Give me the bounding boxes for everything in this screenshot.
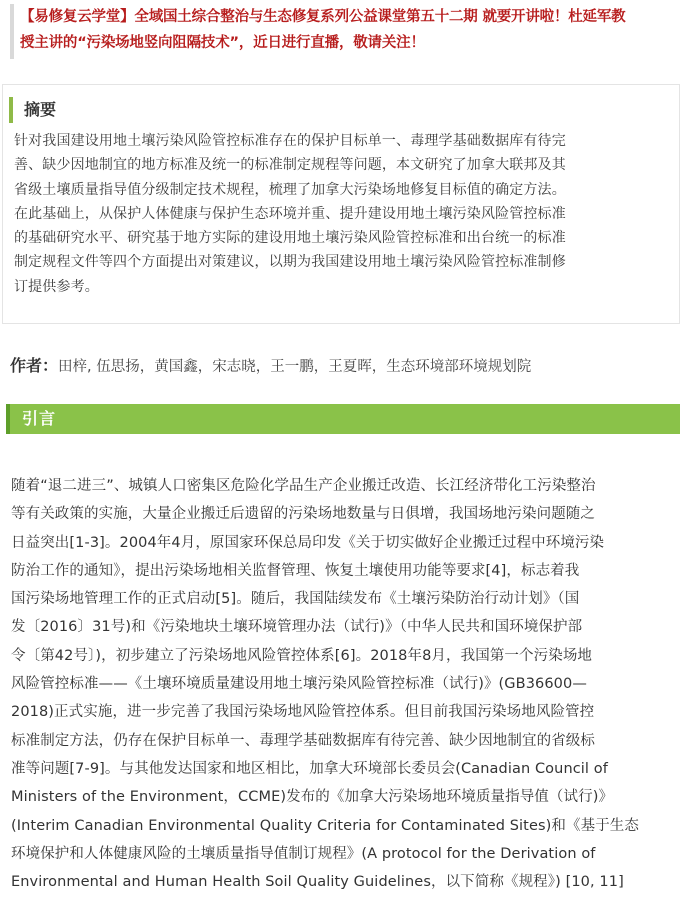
intro-section-header	[6, 404, 680, 434]
abstract-heading	[9, 97, 669, 123]
intro-line: 发〔2016〕31号)和《污染地块土壤环境管理办法（试行)》（中华人民共和国环境保护部	[11, 619, 583, 636]
announcement-line: 【易修复云学堂】全域国土综合整治与生态修复系列公益课堂第五十二期 就要开讲啦！杜延军教	[20, 9, 626, 25]
intro-line: 风险管控标准——《土壤环境质量建设用地土壤污染风险管控标准（试行)》(GB36600—	[11, 676, 587, 693]
authors-names: 田梓, 伍思扬，黄国鑫，宋志晓，王一鹏，王夏晖，生态环境部环境规划院	[58, 359, 532, 375]
intro-line: 日益突出[1-3]。2004年4月，原国家环保总局印发《关于切实做好企业搬迁过程中环境污染	[11, 534, 605, 551]
intro-line: 准等问题[7-9]。与其他发达国家和地区相比，加拿大环境部长委员会(Canadian Council of	[11, 760, 608, 777]
intro-line: 防治工作的通知》，提出污染场地相关监督管理、恢复土壤使用功能等要求[4]，标志着我	[11, 562, 580, 579]
abstract-text	[14, 129, 677, 299]
intro-line: (Interim Canadian Environmental Quality Criteria for Contaminated Sites)和《基于生态	[11, 817, 639, 834]
intro-line: 随着“退二进三”、城镇人口密集区危险化学品生产企业搬迁改造、长江经济带化工污染整治	[11, 478, 596, 494]
intro-line: 标准制定方法，仍存在保护目标单一、毒理学基础数据库有待完善、缺少因地制宜的省级标	[11, 732, 595, 749]
announcement-line: 授主讲的“污染场地竖向阻隔技术”，近日进行直播，敬请关注！	[20, 35, 425, 51]
intro-line: Ministers of the Environment，CCME)发布的《加拿大污染场地环境质量指导值（试行)》	[11, 789, 614, 806]
abstract-box	[2, 84, 680, 324]
intro-line: 等有关政策的实施，大量企业搬迁后遗留的污染场地数量与日俱增，我国场地污染问题随之	[11, 506, 595, 523]
intro-line: 令〔第42号〕)，初步建立了污染场地风险管控体系[6]。2018年8月，我国第一个污染场地	[11, 647, 593, 664]
intro-line: 2018)正式实施，进一步完善了我国污染场地风险管控体系。但目前我国污染场地风险管控	[11, 704, 595, 721]
abstract-line: 的基础研究水平、研究基于地方实际的建设用地土壤污染风险管控标准和出台统一的标准	[14, 230, 566, 247]
intro-line: Environmental and Human Health Soil Quality Guidelines，以下简称《规程》) [10, 11]	[11, 874, 624, 891]
abstract-line: 针对我国建设用地土壤污染风险管控标准存在的保护目标单一、毒理学基础数据库有待完	[14, 133, 566, 149]
abstract-line: 在此基础上，从保护人体健康与保护生态环境并重、提升建设用地土壤污染风险管控标准	[14, 205, 566, 222]
announcement-block	[10, 4, 678, 59]
intro-line: 国污染场地管理工作的正式启动[5]。随后，我国陆续发布《土壤污染防治行动计划》（国	[11, 591, 580, 608]
authors-label: 作者：	[10, 356, 59, 375]
abstract-line: 省级土壤质量指导值分级制定技术规程，梳理了加拿大污染场地修复目标值的确定方法。	[14, 181, 566, 198]
abstract-line: 制定规程文件等四个方面提出对策建议，以期为我国建设用地土壤污染风险管控标准制修	[14, 254, 566, 271]
intro-text	[11, 472, 676, 896]
intro-title: 引言	[22, 409, 57, 428]
abstract-line: 善、缺少因地制宜的地方标准及统一的标准制定规程等问题，本文研究了加拿大联邦及其	[14, 157, 566, 174]
abstract-title: 摘要	[24, 100, 57, 119]
abstract-line: 订提供参考。	[14, 278, 99, 295]
authors-line	[10, 352, 680, 380]
intro-line: 环境保护和人体健康风险的土壤质量指导值制订规程》(A protocol for the Derivation of	[11, 845, 596, 862]
